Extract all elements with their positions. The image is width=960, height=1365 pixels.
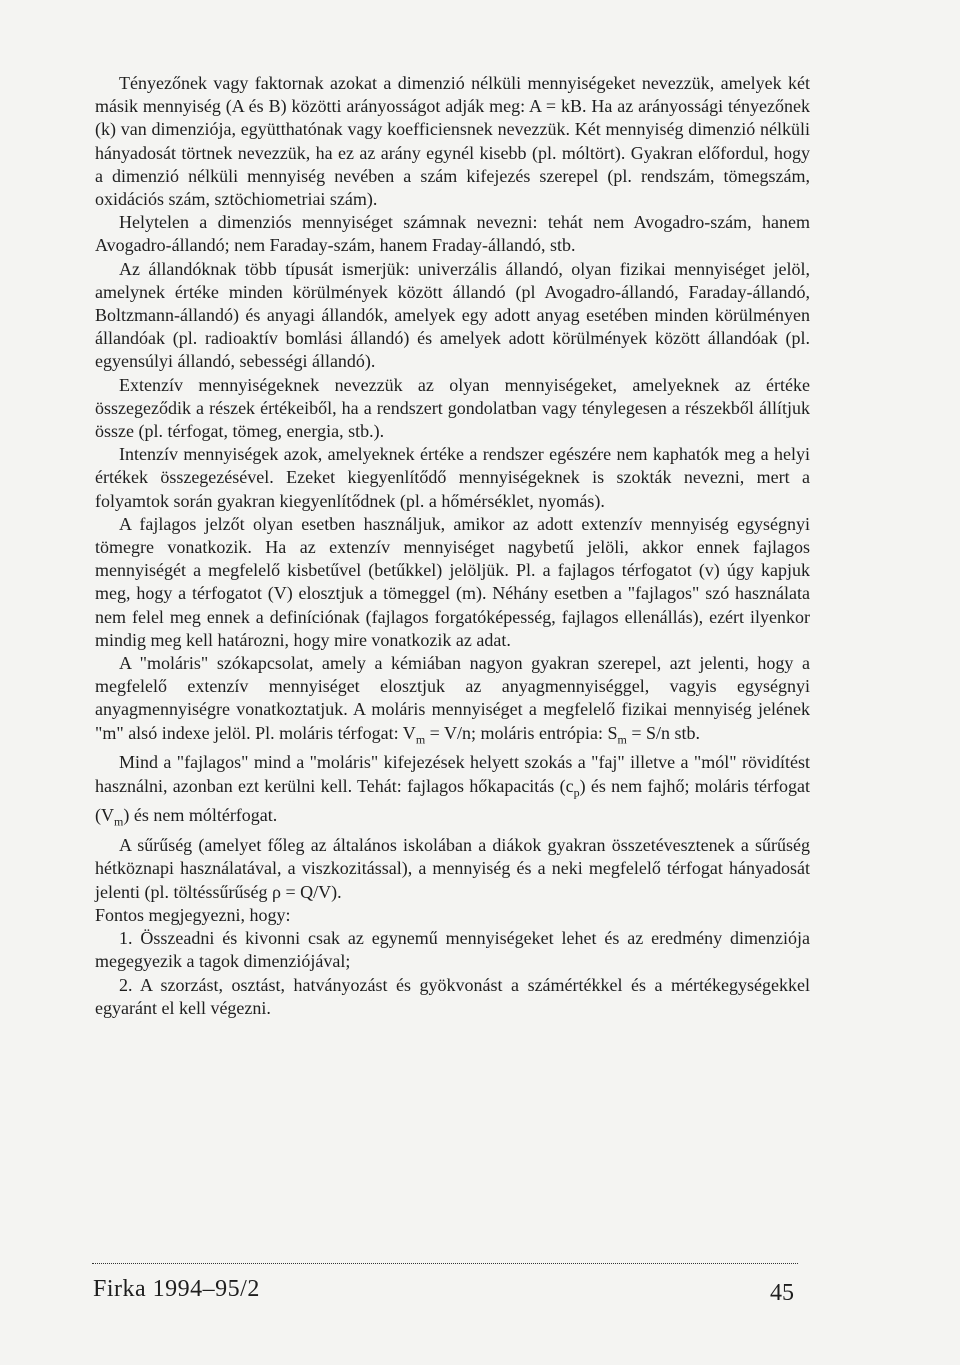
- paragraph-intenziv: Intenzív mennyiségek azok, amelyeknek értéke a rendszer egészére nem kaphatók meg a helyi értékek összegezésével. Ezeket kiegyenlítődő mennyiségeknek is szokták nevezni, mert a folyamtok során gyakran kiegyenlítődnek (pl. a hőmérséklet, nyomás).: [95, 444, 810, 511]
- faj-text-2: ) és nem fajhő; moláris térfogat (V: [95, 775, 810, 826]
- faj-text-1: Mind a "fajlagos" mind a "moláris" kifejezések helyett szokás a "faj" illetve a "mól" rövidítést használni, azonban ezt kerülni kell. Tehát: fajlagos hőkapacitás (c: [95, 752, 810, 796]
- faj-text-3: ) és nem móltérfogat.: [123, 805, 278, 826]
- paragraph-suruseg: A sűrűség (amelyet főleg az általános iskolában a diákok gyakran összetévesztenek a sűrűség hétköznapi használatával, a viszkozitással), a mennyiség és a neki megfelelő térfogat hányadosát jelenti (pl. töltéssűrűség ρ = Q/V).: [95, 835, 810, 902]
- molaris-sub-2: m: [617, 732, 627, 747]
- paragraph-allandok: Az állandóknak több típusát ismerjük: univerzális állandó, olyan fizikai mennyiséget jelöl, amelynek értéke minden körülmények között állandó (pl Avogadro-állandó, Faraday-állandó, Boltzmann-állandó) és anyagi állandók, amelyek egy adott anyag esetében minden körülményen állandóak (pl. radioaktív bomlási állandó) és amelyek adott körülmények között állandóak (pl. egyensúlyi állandó, sebességi állandó).: [95, 258, 810, 372]
- faj-sub-1: p: [573, 785, 580, 800]
- paragraph-fontos: Fontos megjegyezni, hogy:: [95, 904, 291, 925]
- molaris-text-1: A "moláris" szókapcsolat, amely a kémiában nagyon gyakran szerepel, azt jelenti, hogy a megfelelő extenzív mennyiséget elosztjuk az anyagmennyiséggel, vagyis egységnyi anyagmennyiségre vonatkoztatjuk. A moláris mennyiséget a megfelelő fizikai mennyiség jelének "m" alsó indexe jelöl. Pl. moláris térfogat: V: [95, 653, 810, 743]
- list-item: 2. A szorzást, osztást, hatványozást és gyökvonást a számértékkel és a mértékegységekkel egyaránt el kell végezni.: [95, 974, 810, 1018]
- paragraph-fajlagos: A fajlagos jelzőt olyan esetben használjuk, amikor az adott extenzív mennyiség egységnyi tömegre vonatkozik. Ha az extenzív mennyiséget nagybetű jelöli, akkor ennek fajlagos mennyiségét a megfelelő kisbetűvel (betűkkel) jelöljük. Pl. a fajlagos térfogatot (v) úgy kapjuk meg, hogy a térfogatot (V) elosztjuk a tömeggel (m). Néhány esetben a "fajlagos" szó használata nem felel meg ennek a definíciónak (fajlagos forgatóképesség, fajlagos ellenállás), ezért ilyenkor mindig meg kell határozni, hogy mire vonatkozik az adat.: [95, 513, 810, 650]
- molaris-text-3: = S/n stb.: [626, 722, 700, 743]
- paragraph-tenyezo: Tényezőnek vagy faktornak azokat a dimenzió nélküli mennyiségeket nevezzük, amelyek két másik mennyiség (A és B) közötti arányosságot adják meg: A = kB. Ha az arányossági tényezőnek (k) van dimenziója, együtthatónak vagy koefficiensnek nevezzük. Két mennyiség dimenzió nélküli hányadosát törtnek nevezzük, ha ez az arány egynél kisebb (pl. móltört). Gyakran előfordul, hogy a dimenzió nélküli mennyiség nevében a szám kifejezés szerepel (pl. rendszám, tömegszám, oxidációs szám, sztöchiometriai szám).: [95, 73, 810, 210]
- molaris-sub-1: m: [415, 732, 426, 747]
- paragraph-molaris: [95, 652, 810, 751]
- footer-divider: [92, 1263, 798, 1264]
- list-item: 1. Összeadni és kivonni csak az egynemű mennyiségeket lehet és az eredmény dimenziója megegyezik a tagok dimenziójával;: [95, 928, 810, 972]
- faj-sub-2: m: [114, 815, 124, 830]
- paragraph-extenziv: Extenzív mennyiségeknek nevezzük az olyan mennyiségeket, amelyeknek az értéke összegeződik a részek értékeiből, ha a rendszert gondolatban vagy ténylegesen a részekből állítjuk össze (pl. térfogat, tömeg, energia, stb.).: [95, 374, 810, 442]
- paragraph-helytelen: Helytelen a dimenziós mennyiséget számnak nevezni: tehát nem Avogadro-szám, hanem Avogadro-állandó; nem Faraday-szám, hanem Fraday-állandó, stb.: [95, 212, 810, 256]
- paragraph-faj: [95, 751, 810, 834]
- journal-issue: Firka 1994–95/2: [93, 1276, 260, 1302]
- molaris-text-2: = V/n; moláris entrópia: S: [425, 722, 618, 743]
- page-number: 45: [770, 1280, 794, 1306]
